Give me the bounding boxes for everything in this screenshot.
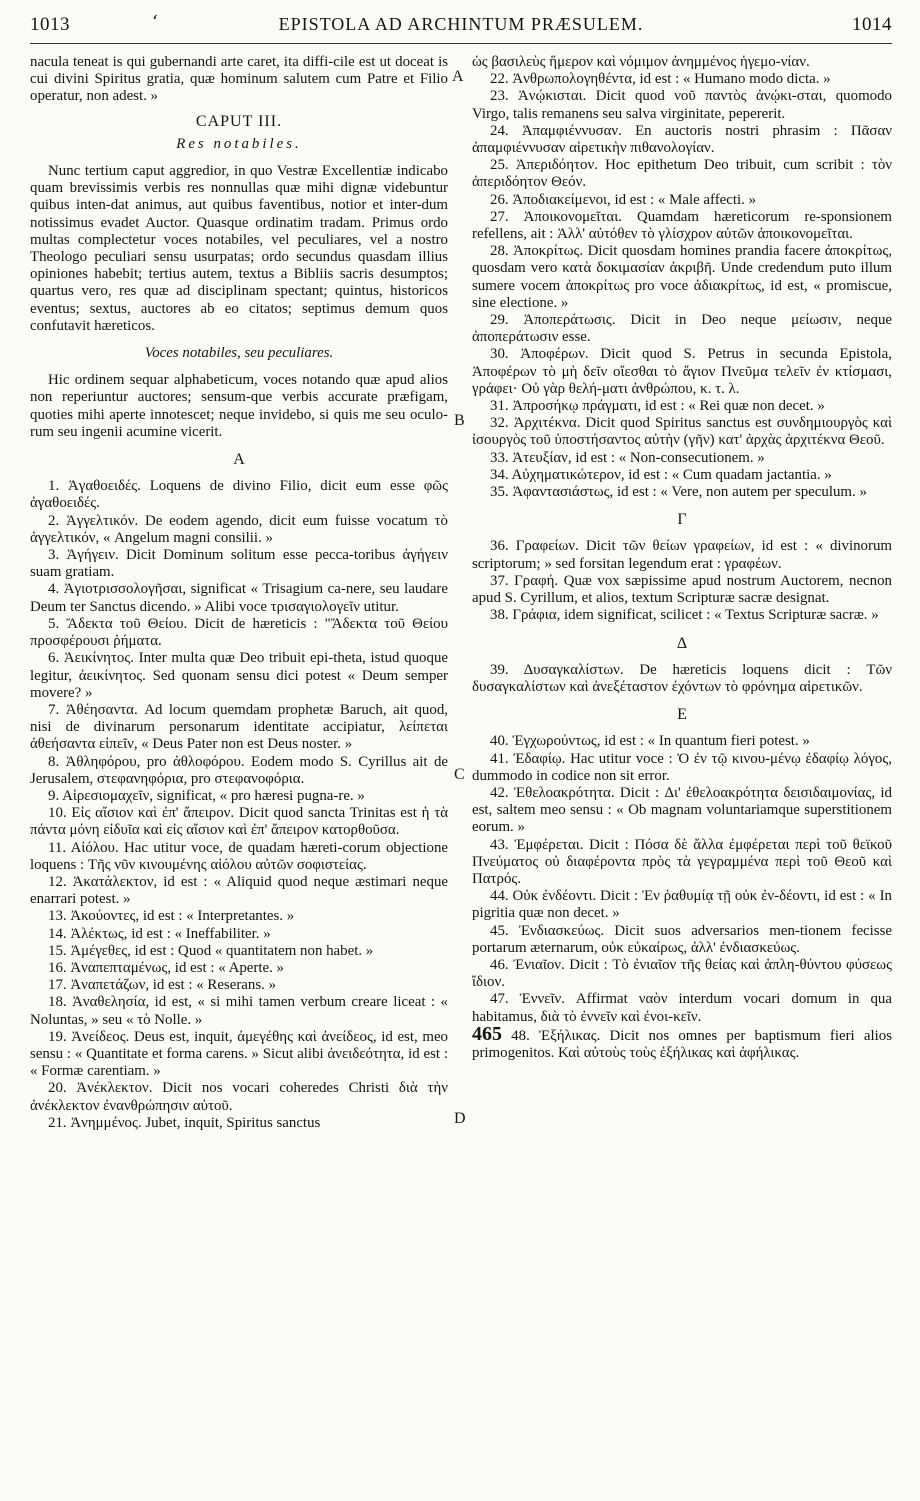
entry: 6. Ἀεικίνητος. Inter multa quæ Deo tribuit epi-theta, istud quoque legitur, ἀεικίνητος. Sed quonam sensu dici potest « Deum semper movere? »: [30, 650, 448, 701]
entry: 42. Ἐθελοακρότητα. Dicit : Δι' ἐθελοακρότητα δεισιδαιμονίας, id est, saltem meo sensu : « Ob magnam voluntariamque superstitionem eorum. »: [472, 784, 892, 836]
entry: 22. Ἀνθρωπολογηθέντα, id est : « Humano modo dicta. »: [490, 71, 831, 88]
entry: 39. Δυσαγκαλίστων. De hæreticis loquens dicit : Τῶν δυσαγκαλίστων καὶ ἀνεξέταστον ἐχόντων τὸ φρόνημα αἱρετικῶν.: [472, 661, 892, 695]
entry: 14. Ἀλέκτως, id est : « Ineffabiliter. »: [48, 925, 271, 942]
entry: 44. Οὐκ ἐνδέοντι. Dicit : Ἐν ῥαθυμίᾳ τῇ οὐκ ἐν-δέοντι, id est : « In pigritia quæ non decet. »: [472, 888, 892, 922]
chapter-title: CAPUT III.: [195, 112, 283, 130]
entry: 47. Ἐννεῖν. Affirmat ναὸν interdum vocari domum in qua habitamus, διὰ τὸ ἐννεῖν καὶ ἐνοι-κεῖν.: [472, 991, 892, 1025]
entry: 46. Ἐνιαῖον. Dicit : Τὸ ἐνιαῖον τῆς θείας καὶ ἁπλη-θύντου φύσεως ἴδιον.: [472, 956, 892, 991]
entry: 45. Ἐνδιασκεύως. Dicit suos adversarios men-tionem fecisse portarum æternarum, οὐκ εὐκαίρως, ἀλλ' ἐνδιασκεύως.: [472, 922, 892, 956]
entry: 36. Γραφείων. Dicit τῶν θείων γραφείων, id est : « divinorum scriptorum; » sed forsitan legendum erat : γραφέων.: [472, 538, 892, 572]
entry: 9. Αἱρεσιομαχεῖν, significat, « pro hæresi pugna-re. »: [48, 787, 365, 804]
entry: 37. Γραφή. Quæ vox sæpissime apud nostrum Auctorem, necnon apud S. Cyrillum, et alios, textum Scripturæ sacræ designat.: [472, 572, 892, 607]
entry: 31. Ἀπροσήκῳ πράγματι, id est : « Rei quæ non decet. »: [490, 398, 825, 415]
entry: 11. Αἰόλου. Hac utitur voce, de quadam hæreti-corum objectione loquens : Τῆς νῦν κινουμένης αἰόλου αὐτῶν σοφιστείας.: [30, 839, 448, 873]
letter-heading: A: [233, 451, 245, 469]
letter-heading: E: [677, 706, 687, 724]
margin-letter-c: C: [454, 766, 465, 783]
entry: 30. Ἀποφέρων. Dicit quod S. Petrus in secunda Epistola, Ἀποφέρων τὸ μὴ δεῖν οἴεσθαι τὸ ἅγιον Πνεῦμα τελεῖν ἐν κτίσμασι, γράφει· Οὐ γὰρ θελή-ματι ἀνθρώπου, κ. τ. λ.: [472, 346, 892, 397]
entry: 4. Ἀγιοτρισσολογῆσαι, significat « Trisagium ca-nere, seu laudare Deum ter Sanctus dicendo. » Alibi voce τρισαγιολογεῖν utitur.: [30, 581, 448, 615]
letter-heading: Γ: [677, 511, 687, 529]
entry: 48. Ἐξήλικας. Dicit nos omnes per baptismum fieri alios primogenitos. Καὶ αὐτοὺς τοὺς ἐξήλικας καὶ ἀφήλικας.: [472, 1027, 892, 1061]
entry: 29. Ἀποπεράτωσις. Dicit in Deo neque μείωσιν, neque ἀποπεράτωσιν esse.: [472, 312, 892, 346]
letter-heading: Δ: [676, 634, 688, 652]
entry: 21. Ἀνημμένος. Jubet, inquit, Spiritus sanctus: [48, 1114, 321, 1131]
paragraph: Hic ordinem sequar alphabeticum, voces notando quæ apud alios non reperiuntur auctores; sensum-que verbis accurate præfigam, quoties mihi aperte innotescet; neque invidebo, si quis me seu oculo-rum seu ingenii acumine vicerit.: [30, 372, 448, 440]
entry: 17. Ἀναπετάζων, id est : « Reserans. »: [48, 977, 277, 994]
entry: 40. Ἐγχωρούντως, id est : « In quantum fieri potest. »: [490, 733, 810, 750]
entry: 3. Ἀγήγειν. Dicit Dominum solitum esse pecca-toribus ἀγήγειν suam gratiam.: [30, 547, 448, 581]
signature-number: 465: [472, 1022, 502, 1045]
entry: 12. Ἀκατάλεκτον, id est : « Aliquid quod neque æstimari neque enarrari potest. »: [30, 873, 448, 908]
entry: 5. Ἄδεκτα τοῦ Θείου. Dicit de hæreticis : "Ἄδεκτα τοῦ Θείου προσφέρουσι ῥήματα.: [30, 615, 448, 650]
paragraph: Nunc tertium caput aggredior, in quo Vestræ Excellentiæ indicabo quam brevissimis verbis res nonnullas quæ mihi dignæ videbuntur quibus inten-dat animus, aut quibus faventibus, notior et inter-dum notissimus evadet Auctor. Quasque ordinatim tradam. Primus ordo multas complectetur voces notabiles, vel peculiares, vel a nostro Theologo peculiari sensu usurpatas; ordo secundus quasdam illius opiniones habebit; tertius autem, textus a Bibliis sacris desumptos; quartus vero, res quæ ad disciplinam spectant; quintus, historicos eventus; sextus, auctores ab eo citatos; septimus demum quos confutavit hæreticos.: [30, 163, 448, 334]
header-mark: ʻ: [152, 12, 158, 33]
entry: 2. Ἀγγελτικόν. De eodem agendo, dicit eum fuisse vocatum τὸ ἀγγελτικόν, « Angelum magni consilii. »: [30, 512, 448, 546]
running-title: EPISTOLA AD ARCHINTUM PRÆSULEM.: [278, 14, 644, 34]
entry: 7. Ἀθέησαντα. Ad locum quemdam prophetæ Baruch, ait quod, nisi de divinarum personarum identitate accipiatur, λείπεται ἀθεήσαντα εἰπεῖν, « Deus Pater non est Deus noster. »: [30, 701, 448, 753]
margin-letter-d: D: [454, 1110, 466, 1127]
entry: 43. Ἐμφέρεται. Dicit : Πόσα δὲ ἄλλα ἐμφέρεται περὶ τοῦ θεϊκοῦ Πνεύματος οὐ διαφέροντα πρὸς τὰ γεγραμμένα περὶ τοῦ Θεοῦ καὶ Πατρός.: [472, 836, 892, 887]
entry: 15. Ἀμέγεθες, id est : Quod « quantitatem non habet. »: [48, 942, 374, 959]
right-page-number: 1014: [852, 14, 892, 35]
right-column: [472, 54, 892, 1062]
left-page-number: 1013: [30, 14, 70, 35]
entry: 38. Γράφια, idem significat, scilicet : « Textus Scripturæ sacræ. »: [490, 607, 879, 624]
entry: 16. Ἀναπεπταμένως, id est : « Aperte. »: [48, 959, 284, 976]
running-header: [30, 10, 892, 44]
entry: 23. Ἀνῴκισται. Dicit quod νοῦ παντὸς ἀνῴκι-σται, quomodo Virgo, talis remanens seu salva virginitate, pepererit.: [472, 88, 892, 122]
entry: 1. Ἀγαθοειδές. Loquens de divino Filio, dicit eum esse φῶς ἀγαθοειδές.: [30, 478, 448, 512]
entry: 10. Εἰς αἴσιον καὶ ἐπ' ἄπειρον. Dicit quod sancta Trinitas est ἡ τὰ πάντα μόνη εἰδυῖα καὶ εἰς αἴσιον καὶ ἐπ' ἄπειρον κατορθοῦσα.: [30, 805, 448, 839]
entry: 24. Ἀπαμφιέννυσαν. En auctoris nostri phrasim : Πᾶσαν ἀπαμφιέννυσαν αἱρετικὴν πιθανολογίαν.: [472, 122, 892, 157]
left-column: [30, 54, 448, 1132]
entry-continuation: ὡς βασιλεὺς ἥμερον καὶ νόμιμον ἀνημμένος ἡγεμο-νίαν.: [472, 54, 810, 70]
entry: 18. Ἀναθελησία, id est, « si mihi tamen verbum creare liceat : « Noluntas, » seu « τὸ Nolle. »: [30, 994, 448, 1028]
entry: 35. Ἀφαντασιάστως, id est : « Vere, non autem per speculum. »: [490, 484, 867, 501]
header-rule: [30, 43, 892, 44]
entry: 20. Ἀνέκλεκτον. Dicit nos vocari coheredes Christi διὰ τὴν ἀνέκλεκτον ἐνανθρώπησιν αὐτοῦ.: [30, 1080, 448, 1114]
entry: 8. Ἀθληφόρου, pro ἀθλοφόρου. Eodem modo S. Cyrillus ait de Jerusalem, στεφανηφόρια, pro στεφανοφόρια.: [30, 753, 448, 787]
entry: 25. Ἀπεριδόητον. Hoc epithetum Deo tribuit, cum scribit : τὸν ἀπεριδόητον Θεόν.: [472, 157, 892, 191]
entry: 28. Ἀποκρίτως. Dicit quosdam homines prandia facere ἀποκρίτως, quosdam vero κατὰ δοκιμασίαν ἀκριβῆ. Unde credendum puto illum sumere vocem ἀποκρίτως pro voce ἀδιακρίτως, id est, « promiscue, sine electione. »: [472, 243, 892, 311]
intro-text: nacula teneat is qui gubernandi arte caret, ita diffi-cile est ut doceat is cui divini Spiritus gratia, quæ hominum salutem cum Patre et Filio operatur, non adest. »: [30, 54, 448, 105]
entry: 19. Ἀνείδεος. Deus est, inquit, ἀμεγέθης καὶ ἀνείδεος, id est, meo sensu : « Quantitate et forma carens. » Sicut alibi ἀνειδεότητα, id est : « Formæ carentiam. »: [30, 1028, 448, 1080]
entry: 13. Ἀκούοντες, id est : « Interpretantes. »: [48, 908, 295, 925]
last-entry-line: [472, 1022, 892, 1062]
entry: 34. Αὐχηματικώτερον, id est : « Cum quadam jactantia. »: [490, 466, 832, 483]
entry: 26. Ἀποδιακείμενοι, id est : « Male affecti. »: [490, 191, 757, 208]
entry: 41. Ἐδαφίῳ. Hac utitur voce : Ὁ ἐν τῷ κινου-μένῳ ἐδαφίῳ λόγος, dummodo in codice non sit error.: [472, 750, 892, 784]
entry: 32. Ἀρχιτέκνα. Dicit quod Spiritus sanctus est συνδημιουργὸς καὶ ἰσουργὸς τοῦ ὑποστήσαντος αὐτὴν (γῆν) κατ' ἀρχὰς ἀρχιτέκνα Θεοῦ.: [472, 415, 892, 449]
chapter-subtitle: Res notabiles.: [176, 135, 302, 152]
margin-letter-a: A: [452, 68, 464, 85]
entry: 27. Ἀποικονομεῖται. Quamdam hæreticorum re-sponsionem refellens, ait : Ἀλλ' αὐτόθεν τὸ γλίσχρον αὐτῶν ἀποικονομεῖται.: [472, 208, 892, 243]
section-heading: Voces notabiles, seu peculiares.: [144, 345, 334, 362]
entry: 33. Ἀτευξίαν, id est : « Non-consecutionem. »: [490, 449, 765, 466]
margin-letter-b: B: [454, 412, 465, 429]
